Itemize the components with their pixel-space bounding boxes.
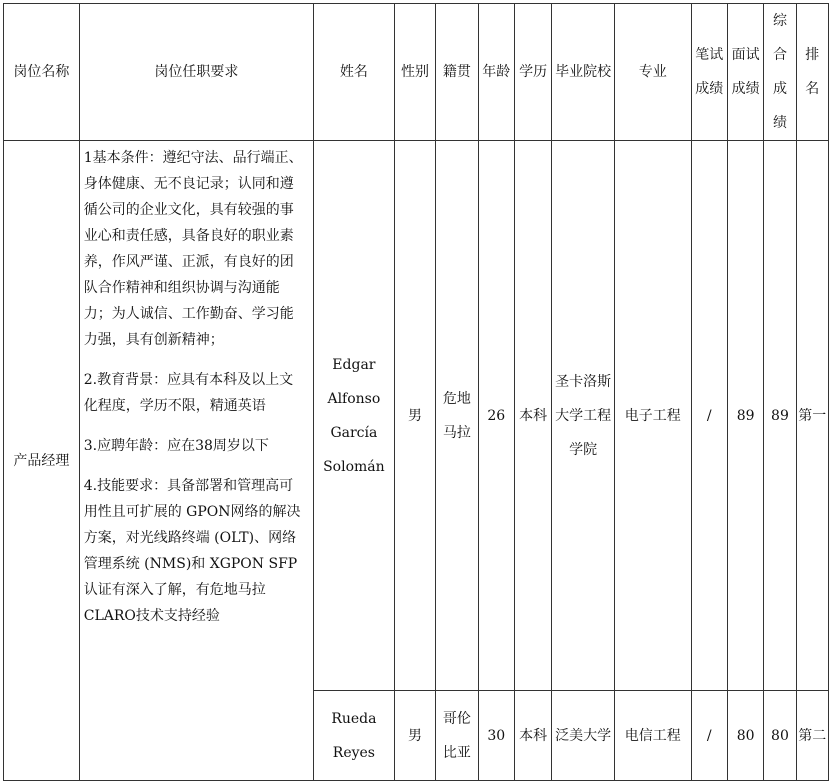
requirement-education: 2.教育背景：应具有本科及以上文化程度，学历不限，精通英语 (83, 372, 294, 414)
candidate-school: 圣卡洛斯大学工程学院 (552, 141, 615, 691)
requirement-age: 3.应聘年龄：应在38周岁以下 (83, 438, 269, 454)
header-school: 毕业院校 (552, 4, 615, 141)
candidate-written-score: / (691, 691, 727, 781)
candidate-gender: 男 (394, 691, 435, 781)
header-major: 专业 (614, 4, 691, 141)
requirement-skills: 4.技能要求：具备部署和管理高可用性且可扩展的 GPON网络的解决方案，对光线路终端 (OLT)、网络管理系统 (NMS)和 XGPON SFP 认证有深入了解，有危地马拉CLARO技术支持经验 (83, 478, 301, 624)
table-row (4, 141, 829, 691)
candidate-interview-score: 80 (727, 691, 763, 781)
header-age: 年龄 (478, 4, 514, 141)
position-cell: 产品经理 (4, 141, 80, 781)
candidate-major: 电子工程 (614, 141, 691, 691)
candidate-education: 本科 (514, 141, 551, 691)
candidate-total-score: 80 (764, 691, 796, 781)
requirements-cell (79, 141, 313, 781)
candidate-origin: 哥伦比亚 (436, 691, 478, 781)
header-requirements: 岗位任职要求 (79, 4, 313, 141)
candidate-rank: 第二 (796, 691, 828, 781)
candidate-name: Rueda Reyes (314, 691, 395, 781)
candidate-age: 30 (478, 691, 514, 781)
candidate-gender: 男 (394, 141, 435, 691)
header-total-score: 综合成绩 (764, 4, 796, 141)
header-row (4, 4, 829, 141)
candidate-rank: 第一 (796, 141, 828, 691)
header-interview-score: 面试成绩 (727, 4, 763, 141)
header-position: 岗位名称 (4, 4, 80, 141)
candidate-major: 电信工程 (614, 691, 691, 781)
header-name: 姓名 (314, 4, 395, 141)
candidate-interview-score: 89 (727, 141, 763, 691)
header-origin: 籍贯 (436, 4, 478, 141)
candidate-school: 泛美大学 (552, 691, 615, 781)
candidate-education: 本科 (514, 691, 551, 781)
candidate-age: 26 (478, 141, 514, 691)
candidate-total-score: 89 (764, 141, 796, 691)
header-education: 学历 (514, 4, 551, 141)
header-gender: 性别 (394, 4, 435, 141)
candidate-origin: 危地马拉 (436, 141, 478, 691)
header-written-score: 笔试成绩 (691, 4, 727, 141)
candidate-ranking-table (3, 3, 829, 781)
candidate-written-score: / (691, 141, 727, 691)
requirement-basic: 1基本条件：遵纪守法、品行端正、身体健康、无不良记录；认同和遵循公司的企业文化，具有较强的事业心和责任感，具备良好的职业素养，作风严谨、正派，有良好的团队合作精神和组织协调与沟通能力；为人诚信、工作勤奋、学习能力强，具有创新精神； (83, 150, 303, 348)
header-rank: 排名 (796, 4, 828, 141)
candidate-name: Edgar Alfonso García Solomán (314, 141, 395, 691)
